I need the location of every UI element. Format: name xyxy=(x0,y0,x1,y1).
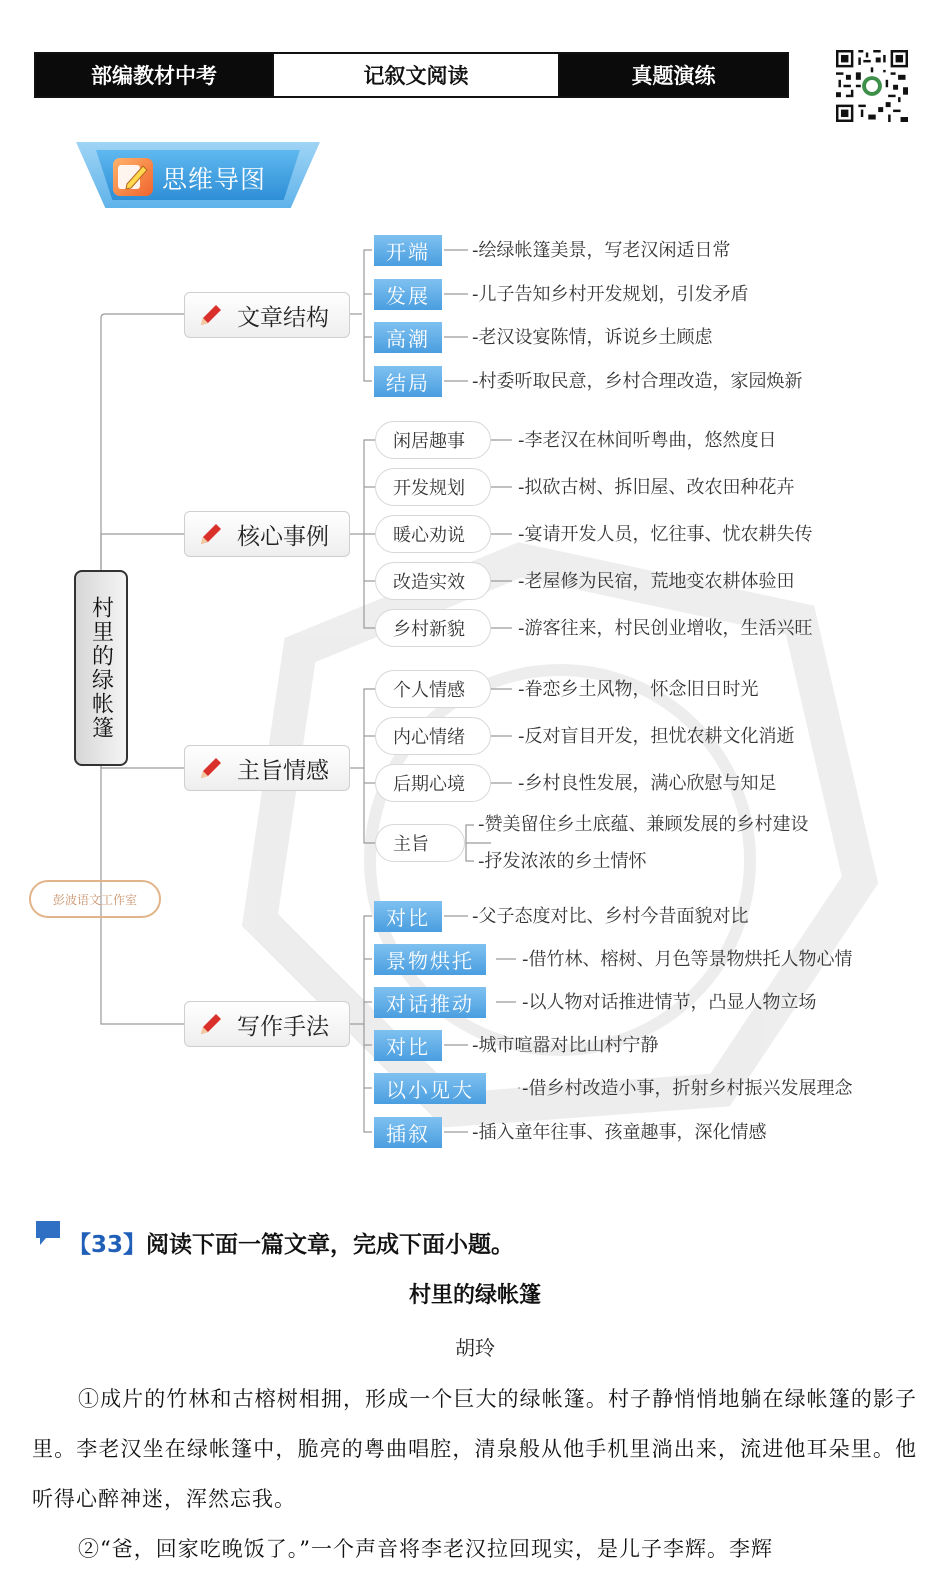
branch-writing-techniques xyxy=(184,1001,350,1047)
article-paragraph: ①成片的竹林和古榕树相拥，形成一个巨大的绿帐篷。村子静悄悄地躺在绿帐篷的影子里。李老汉坐在绿帐篷中，脆亮的粤曲唱腔，清泉般从他手机里淌出来，流进他耳朵里。他听得心醉神迷，浑然忘我。 xyxy=(32,1387,917,1511)
branch-label: 写作手法 xyxy=(237,1013,329,1040)
leaf-text: -宴请开发人员，忆往事、忧农耕失传 xyxy=(518,524,813,545)
question-text: 阅读下面一篇文章，完成下面小题。 xyxy=(146,1232,515,1258)
chip-tag: 以小见大 xyxy=(374,1073,486,1104)
branch-structure xyxy=(184,292,350,338)
leaf-text: -拟砍古树、拆旧屋、改农田种花卉 xyxy=(518,477,795,498)
pill-tag: 内心情绪 xyxy=(375,717,491,755)
chip-tag: 发展 xyxy=(374,279,442,310)
branch-theme-emotion xyxy=(184,745,350,791)
leaf-text: -村委听取民意，乡村合理改造，家园焕新 xyxy=(472,371,803,392)
leaf-text: -儿子告知乡村开发规划，引发矛盾 xyxy=(472,284,749,305)
leaf-text: -抒发浓浓的乡土情怀 xyxy=(478,851,647,872)
mindmap-root-label: 村里的绿帐篷 xyxy=(88,596,114,740)
leaf-text: -绘绿帐篷美景，写老汉闲适日常 xyxy=(472,240,731,261)
pill-tag: 乡村新貌 xyxy=(375,609,491,647)
pill-tag: 后期心境 xyxy=(375,764,491,802)
pencil-icon xyxy=(197,520,225,548)
article-paragraph: ②“爸，回家吃晚饭了。”一个声音将李老汉拉回现实，是儿子李辉。李辉 xyxy=(78,1537,773,1561)
header-right: 真题演练 xyxy=(560,54,787,96)
header-center: 记叙文阅读 xyxy=(272,54,560,96)
pill-tag: 个人情感 xyxy=(375,670,491,708)
chip-tag: 插叙 xyxy=(374,1117,442,1148)
branch-label: 文章结构 xyxy=(237,304,329,331)
leaf-text: -借竹林、榕树、月色等景物烘托人物心情 xyxy=(522,949,853,970)
leaf-text: -游客往来，村民创业增收，生活兴旺 xyxy=(518,618,813,639)
pencil-icon xyxy=(197,1010,225,1038)
article-author: 胡玲 xyxy=(455,1336,495,1360)
pill-tag: 改造实效 xyxy=(375,562,491,600)
leaf-text: -借乡村改造小事，折射乡村振兴发展理念 xyxy=(522,1078,853,1099)
pill-tag: 主旨 xyxy=(375,824,465,862)
speech-bubble-icon xyxy=(34,1218,64,1248)
branch-label: 核心事例 xyxy=(237,523,329,550)
pill-tag: 闲居趣事 xyxy=(375,421,491,459)
chip-tag: 对比 xyxy=(374,901,442,932)
branch-label: 主旨情感 xyxy=(237,757,329,784)
leaf-text: -赞美留住乡土底蕴、兼顾发展的乡村建设 xyxy=(478,814,809,835)
pencil-icon xyxy=(197,301,225,329)
question-number: 【33】 xyxy=(68,1232,147,1258)
question-prompt xyxy=(68,1226,514,1259)
chip-tag: 对比 xyxy=(374,1030,442,1061)
header-left: 部编教材中考 xyxy=(36,54,272,96)
leaf-text: -老屋修为民宿，荒地变农耕体验田 xyxy=(518,571,795,592)
leaf-text: -父子态度对比、乡村今昔面貌对比 xyxy=(472,906,749,927)
leaf-text: -老汉设宴陈情，诉说乡土顾虑 xyxy=(472,327,713,348)
mindmap-title: 思维导图 xyxy=(162,165,267,194)
studio-badge: 彭波语文工作室 xyxy=(29,880,161,918)
mindmap-root xyxy=(74,570,128,766)
pill-tag: 开发规划 xyxy=(375,468,491,506)
chip-tag: 高潮 xyxy=(374,322,442,353)
leaf-text: -插入童年往事、孩童趣事，深化情感 xyxy=(472,1122,767,1143)
leaf-text: -反对盲目开发，担忧农耕文化消逝 xyxy=(518,726,795,747)
leaf-text: -李老汉在林间听粤曲，悠然度日 xyxy=(518,430,777,451)
leaf-text: -乡村良性发展，满心欣慰与知足 xyxy=(518,773,777,794)
pencil-icon xyxy=(197,754,225,782)
chip-tag: 开端 xyxy=(374,235,442,266)
article-title: 村里的绿帐篷 xyxy=(408,1283,541,1308)
chip-tag: 景物烘托 xyxy=(374,944,486,975)
branch-core-cases xyxy=(184,511,350,557)
chip-tag: 结局 xyxy=(374,366,442,397)
leaf-text: -城市喧嚣对比山村宁静 xyxy=(472,1035,659,1056)
leaf-text: -眷恋乡土风物，怀念旧日时光 xyxy=(518,679,759,700)
pill-tag: 暖心劝说 xyxy=(375,515,491,553)
chip-tag: 对话推动 xyxy=(374,987,486,1018)
article-body xyxy=(32,1374,917,1574)
leaf-text: -以人物对话推进情节，凸显人物立场 xyxy=(522,992,817,1013)
